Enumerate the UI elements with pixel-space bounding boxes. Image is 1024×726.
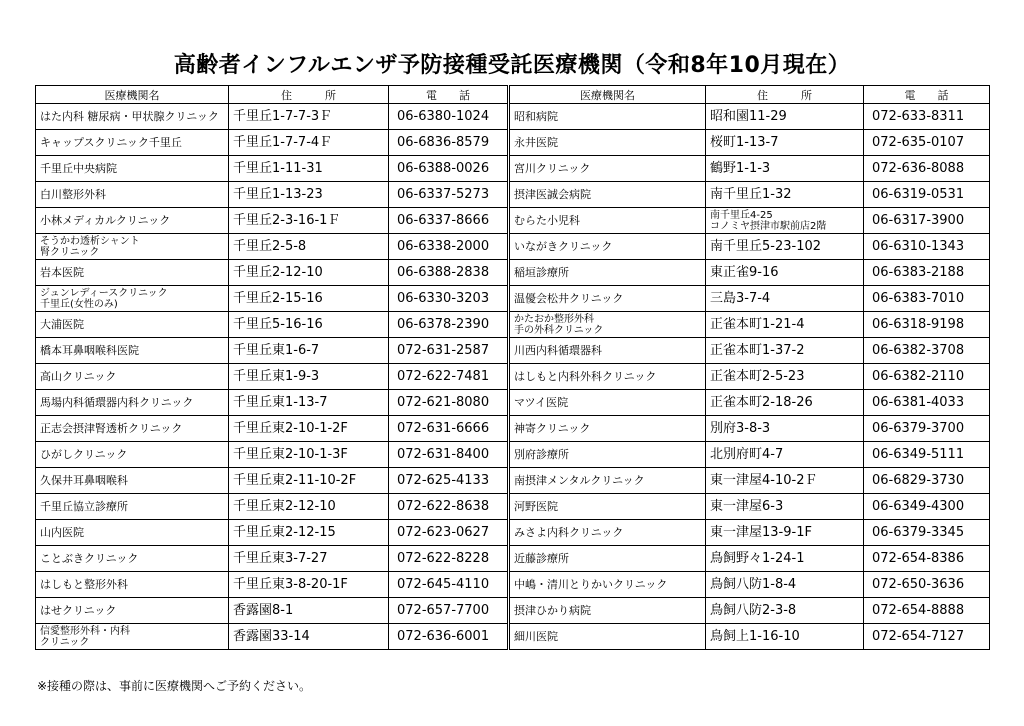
left-address-cell: 千里丘東2-12-10 — [229, 494, 389, 520]
right-address-cell: 南千里丘5-23-102 — [706, 234, 864, 260]
left-phone-cell: 06-6388-0026 — [389, 156, 509, 182]
left-phone-cell: 072-623-0627 — [389, 520, 509, 546]
right-phone-cell: 06-6349-4300 — [864, 494, 990, 520]
left-address-cell: 千里丘東3-8-20-1F — [229, 572, 389, 598]
right-address-cell: 東一津屋4-10-2Ｆ — [706, 468, 864, 494]
right-name-cell: はしもと内科外科クリニック — [509, 364, 706, 390]
right-name-cell: 摂津医誠会病院 — [509, 182, 706, 208]
right-address-cell: 別府3-8-3 — [706, 416, 864, 442]
table-row — [36, 598, 990, 624]
left-address-cell: 千里丘1-13-23 — [229, 182, 389, 208]
right-phone-cell: 072-635-0107 — [864, 130, 990, 156]
page-title: 高齢者インフルエンザ予防接種受託医療機関（令和8年10月現在） — [173, 53, 851, 78]
left-name-cell: ことぶきクリニック — [36, 546, 229, 572]
right-address-cell: 東一津屋6-3 — [706, 494, 864, 520]
table-row — [36, 364, 990, 390]
right-phone-cell: 072-654-7127 — [864, 624, 990, 650]
right-address-cell: 鶴野1-1-3 — [706, 156, 864, 182]
left-name-cell: はた内科 糖尿病・甲状腺クリニック — [36, 104, 229, 130]
left-address-cell: 千里丘東2-10-1-3F — [229, 442, 389, 468]
header-address-right: 住 所 — [706, 86, 864, 104]
table-row — [36, 130, 990, 156]
right-phone-cell: 06-6382-2110 — [864, 364, 990, 390]
left-address-cell: 千里丘1-7-7-3Ｆ — [229, 104, 389, 130]
right-name-cell: 温優会松井クリニック — [509, 286, 706, 312]
table-header-row — [36, 86, 990, 104]
table-row — [36, 390, 990, 416]
right-name-cell: 河野医院 — [509, 494, 706, 520]
right-phone-cell: 06-6318-9198 — [864, 312, 990, 338]
left-name-cell: 信愛整形外科・内科 クリニック — [36, 624, 229, 650]
table-row — [36, 338, 990, 364]
right-name-cell: いながきクリニック — [509, 234, 706, 260]
left-phone-cell: 06-6330-3203 — [389, 286, 509, 312]
header-phone-right: 電 話 — [864, 86, 990, 104]
right-name-cell: 南摂津メンタルクリニック — [509, 468, 706, 494]
right-phone-cell: 06-6349-5111 — [864, 442, 990, 468]
table-row — [36, 624, 990, 650]
left-phone-cell: 072-622-8638 — [389, 494, 509, 520]
left-name-cell: 馬場内科循環器内科クリニック — [36, 390, 229, 416]
right-address-cell: 北別府町4-7 — [706, 442, 864, 468]
left-phone-cell: 072-631-6666 — [389, 416, 509, 442]
right-address-cell: 正雀本町1-21-4 — [706, 312, 864, 338]
right-phone-cell: 072-650-3636 — [864, 572, 990, 598]
left-address-cell: 千里丘1-7-7-4Ｆ — [229, 130, 389, 156]
left-phone-cell: 072-636-6001 — [389, 624, 509, 650]
left-phone-cell: 06-6378-2390 — [389, 312, 509, 338]
left-name-cell: 千里丘協立診療所 — [36, 494, 229, 520]
left-address-cell: 千里丘東1-9-3 — [229, 364, 389, 390]
right-name-cell: 神寄クリニック — [509, 416, 706, 442]
right-address-cell: 正雀本町2-5-23 — [706, 364, 864, 390]
left-phone-cell: 06-6380-1024 — [389, 104, 509, 130]
left-phone-cell: 072-625-4133 — [389, 468, 509, 494]
right-phone-cell: 072-636-8088 — [864, 156, 990, 182]
right-phone-cell: 072-654-8386 — [864, 546, 990, 572]
header-phone-left: 電 話 — [389, 86, 509, 104]
table-row — [36, 468, 990, 494]
left-phone-cell: 06-6337-5273 — [389, 182, 509, 208]
left-name-cell: はせクリニック — [36, 598, 229, 624]
right-phone-cell: 072-654-8888 — [864, 598, 990, 624]
right-phone-cell: 06-6383-2188 — [864, 260, 990, 286]
table-row — [36, 572, 990, 598]
left-address-cell: 香露園8-1 — [229, 598, 389, 624]
right-address-cell: 鳥飼野々1-24-1 — [706, 546, 864, 572]
clinic-table — [35, 85, 990, 650]
left-address-cell: 千里丘1-11-31 — [229, 156, 389, 182]
left-address-cell: 千里丘東3-7-27 — [229, 546, 389, 572]
right-name-cell: 中嶋・清川とりかいクリニック — [509, 572, 706, 598]
table-row — [36, 546, 990, 572]
right-address-cell: 東正雀9-16 — [706, 260, 864, 286]
left-name-cell: 正志会摂津腎透析クリニック — [36, 416, 229, 442]
left-phone-cell: 072-622-8228 — [389, 546, 509, 572]
left-address-cell: 千里丘東2-11-10-2F — [229, 468, 389, 494]
right-address-cell: 正雀本町2-18-26 — [706, 390, 864, 416]
right-name-cell: マツイ医院 — [509, 390, 706, 416]
table-row — [36, 312, 990, 338]
table-row — [36, 234, 990, 260]
table-row — [36, 260, 990, 286]
left-phone-cell: 06-6388-2838 — [389, 260, 509, 286]
table-row — [36, 442, 990, 468]
left-phone-cell: 06-6337-8666 — [389, 208, 509, 234]
left-phone-cell: 072-645-4110 — [389, 572, 509, 598]
left-phone-cell: 072-621-8080 — [389, 390, 509, 416]
right-phone-cell: 06-6379-3345 — [864, 520, 990, 546]
right-phone-cell: 06-6379-3700 — [864, 416, 990, 442]
left-name-cell: 小林メディカルクリニック — [36, 208, 229, 234]
right-name-cell: 川西内科循環器科 — [509, 338, 706, 364]
right-name-cell: 昭和病院 — [509, 104, 706, 130]
table-row — [36, 182, 990, 208]
left-name-cell: 橋本耳鼻咽喉科医院 — [36, 338, 229, 364]
right-address-cell: 鳥飼八防2-3-8 — [706, 598, 864, 624]
left-name-cell: はしもと整形外科 — [36, 572, 229, 598]
left-address-cell: 千里丘5-16-16 — [229, 312, 389, 338]
right-name-cell: みさよ内科クリニック — [509, 520, 706, 546]
right-address-cell: 南千里丘1-32 — [706, 182, 864, 208]
left-name-cell: キャップスクリニック千里丘 — [36, 130, 229, 156]
left-name-cell: 大浦医院 — [36, 312, 229, 338]
left-address-cell: 千里丘東2-12-15 — [229, 520, 389, 546]
left-address-cell: 千里丘2-5-8 — [229, 234, 389, 260]
left-phone-cell: 072-622-7481 — [389, 364, 509, 390]
right-name-cell: 細川医院 — [509, 624, 706, 650]
left-name-cell: 久保井耳鼻咽喉科 — [36, 468, 229, 494]
table-row — [36, 156, 990, 182]
left-phone-cell: 072-657-7700 — [389, 598, 509, 624]
left-name-cell: ひがしクリニック — [36, 442, 229, 468]
right-address-cell: 昭和園11-29 — [706, 104, 864, 130]
right-name-cell: 別府診療所 — [509, 442, 706, 468]
right-phone-cell: 06-6383-7010 — [864, 286, 990, 312]
right-address-cell: 鳥飼八防1-8-4 — [706, 572, 864, 598]
right-phone-cell: 06-6310-1343 — [864, 234, 990, 260]
left-address-cell: 千里丘2-12-10 — [229, 260, 389, 286]
table-row — [36, 104, 990, 130]
right-name-cell: 宮川クリニック — [509, 156, 706, 182]
header-name-left: 医療機関名 — [36, 86, 229, 104]
left-address-cell: 千里丘東2-10-1-2F — [229, 416, 389, 442]
left-name-cell: 岩本医院 — [36, 260, 229, 286]
right-address-cell: 三島3-7-4 — [706, 286, 864, 312]
left-name-cell: 高山クリニック — [36, 364, 229, 390]
left-name-cell: ジュンレディースクリニック 千里丘(女性のみ) — [36, 286, 229, 312]
left-phone-cell: 072-631-2587 — [389, 338, 509, 364]
right-address-cell: 正雀本町1-37-2 — [706, 338, 864, 364]
right-address-cell: 南千里丘4-25 コノミヤ摂津市駅前店2階 — [706, 208, 864, 234]
left-name-cell: そうかわ透析シャント 腎クリニック — [36, 234, 229, 260]
right-name-cell: むらた小児科 — [509, 208, 706, 234]
header-address-left: 住 所 — [229, 86, 389, 104]
table-body — [36, 104, 990, 650]
right-name-cell: かたおか整形外科 手の外科クリニック — [509, 312, 706, 338]
left-address-cell: 千里丘2-15-16 — [229, 286, 389, 312]
right-phone-cell: 072-633-8311 — [864, 104, 990, 130]
right-phone-cell: 06-6319-0531 — [864, 182, 990, 208]
left-address-cell: 千里丘東1-6-7 — [229, 338, 389, 364]
right-phone-cell: 06-6381-4033 — [864, 390, 990, 416]
left-address-cell: 千里丘2-3-16-1Ｆ — [229, 208, 389, 234]
left-name-cell: 千里丘中央病院 — [36, 156, 229, 182]
right-name-cell: 永井医院 — [509, 130, 706, 156]
right-phone-cell: 06-6382-3708 — [864, 338, 990, 364]
right-phone-cell: 06-6829-3730 — [864, 468, 990, 494]
footnote: ※接種の際は、事前に医療機関へご予約ください。 — [37, 679, 312, 693]
table-row — [36, 286, 990, 312]
right-address-cell: 東一津屋13-9-1F — [706, 520, 864, 546]
left-phone-cell: 06-6338-2000 — [389, 234, 509, 260]
left-name-cell: 山内医院 — [36, 520, 229, 546]
right-name-cell: 摂津ひかり病院 — [509, 598, 706, 624]
table-row — [36, 208, 990, 234]
left-address-cell: 香露園33-14 — [229, 624, 389, 650]
header-name-right: 医療機関名 — [509, 86, 706, 104]
table-row — [36, 520, 990, 546]
left-phone-cell: 072-631-8400 — [389, 442, 509, 468]
table-row — [36, 494, 990, 520]
left-name-cell: 白川整形外科 — [36, 182, 229, 208]
right-address-cell: 鳥飼上1-16-10 — [706, 624, 864, 650]
right-address-cell: 桜町1-13-7 — [706, 130, 864, 156]
right-name-cell: 近藤診療所 — [509, 546, 706, 572]
right-name-cell: 稲垣診療所 — [509, 260, 706, 286]
left-phone-cell: 06-6836-8579 — [389, 130, 509, 156]
table-row — [36, 416, 990, 442]
left-address-cell: 千里丘東1-13-7 — [229, 390, 389, 416]
right-phone-cell: 06-6317-3900 — [864, 208, 990, 234]
